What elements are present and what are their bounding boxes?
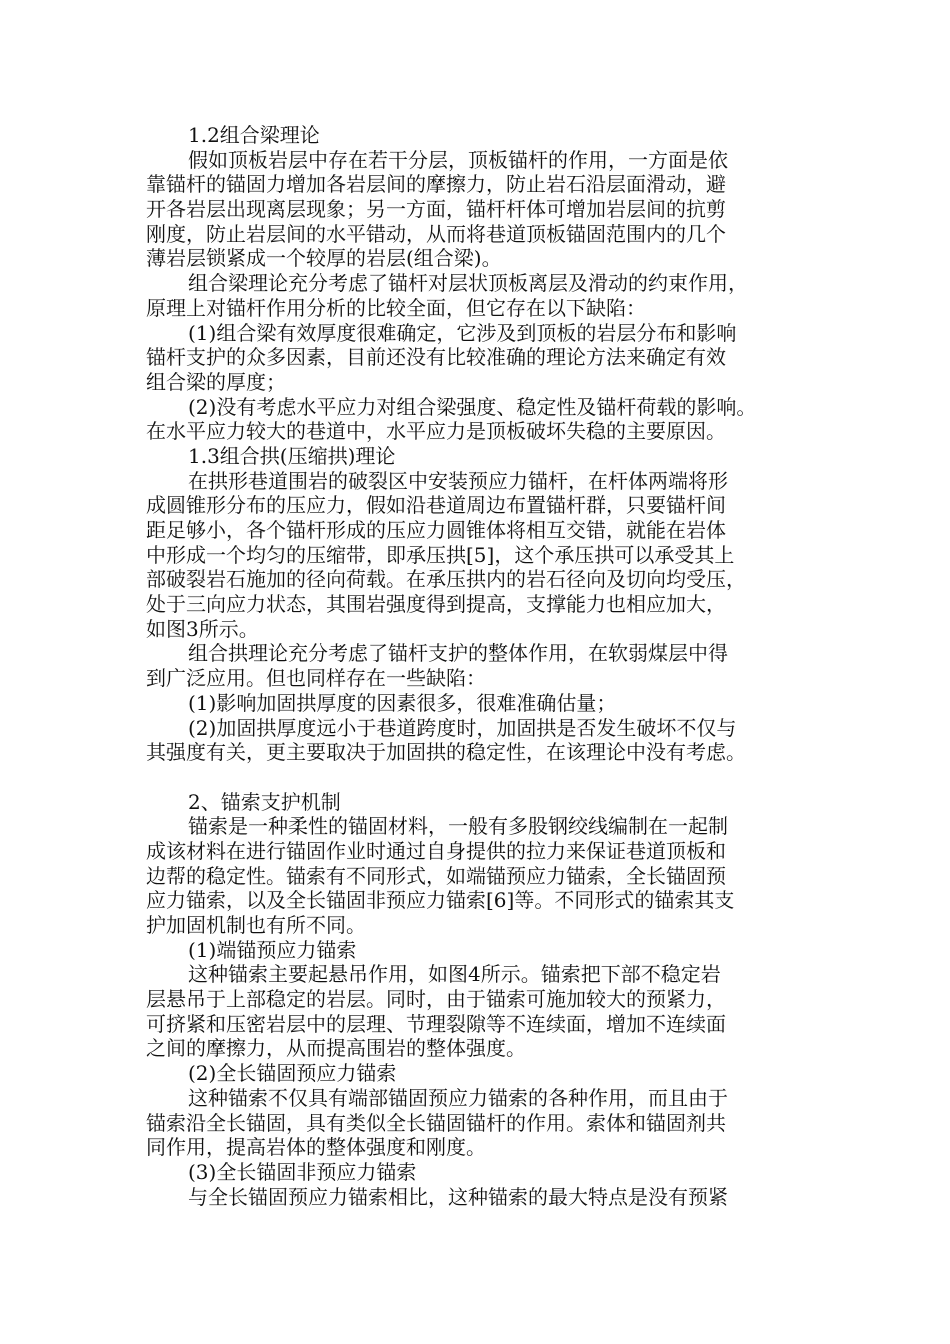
text-line: 边帮的稳定性。锚索有不同形式，如端锚预应力锚索，全长锚固预 [146, 863, 726, 888]
text-line: 层悬吊于上部稳定的岩层。同时，由于锚索可施加较大的预紧力， [146, 987, 726, 1012]
text-line: 2、锚索支护机制 [188, 789, 341, 814]
text-line: 同作用，提高岩体的整体强度和刚度。 [146, 1135, 486, 1160]
document-page [146, 123, 812, 1209]
text-line: 组合拱理论充分考虑了锚杆支护的整体作用，在软弱煤层中得 [188, 641, 728, 666]
text-line: 假如顶板岩层中存在若干分层，顶板锚杆的作用，一方面是依 [188, 147, 728, 172]
text-line: 组合梁的厚度； [146, 369, 286, 394]
text-line: 锚杆支护的众多因素，目前还没有比较准确的理论方法来确定有效 [146, 345, 726, 370]
text-line: 这种锚索主要起悬吊作用，如图4所示。锚索把下部不稳定岩 [188, 962, 721, 987]
text-line: 刚度，防止岩层间的水平错动，从而将巷道顶板锚固范围内的几个 [146, 221, 726, 246]
blank-line [146, 765, 812, 790]
text-line: (3)全长锚固非预应力锚索 [188, 1159, 417, 1184]
text-line: 中形成一个均匀的压缩带，即承压拱[5]，这个承压拱可以承受其上 [146, 542, 735, 567]
text-line: 1.2组合梁理论 [188, 123, 320, 147]
text-line: 应力锚索，以及全长锚固非预应力锚索[6]等。不同形式的锚索其支 [146, 888, 735, 913]
text-line: 开各岩层出现离层现象；另一方面，锚杆杆体可增加岩层间的抗剪 [146, 197, 726, 222]
text-line: 与全长锚固预应力锚索相比，这种锚索的最大特点是没有预紧 [188, 1184, 728, 1209]
text-line: 锚索是一种柔性的锚固材料，一般有多股钢绞线编制在一起制 [188, 814, 728, 839]
text-line: (1)组合梁有效厚度很难确定，它涉及到顶板的岩层分布和影响 [188, 320, 737, 345]
text-line: 可挤紧和压密岩层中的层理、节理裂隙等不连续面，增加不连续面 [146, 1011, 726, 1036]
text-line: 组合梁理论充分考虑了锚杆对层状顶板离层及滑动的约束作用， [188, 271, 748, 296]
text-line: 薄岩层锁紧成一个较厚的岩层(组合梁)。 [146, 246, 502, 271]
text-line: 处于三向应力状态，其围岩强度得到提高，支撑能力也相应加大， [146, 592, 726, 617]
text-line: (2)加固拱厚度远小于巷道跨度时，加固拱是否发生破坏不仅与 [188, 715, 737, 740]
text-line: 护加固机制也有所不同。 [146, 913, 366, 937]
text-line: 锚索沿全长锚固，具有类似全长锚固锚杆的作用。索体和锚固剂共 [146, 1110, 726, 1135]
text-line: 在水平应力较大的巷道中，水平应力是顶板破坏失稳的主要原因。 [146, 419, 726, 444]
text-line: (1)端锚预应力锚索 [188, 937, 357, 962]
text-line: (2)没有考虑水平应力对组合梁强度、稳定性及锚杆荷载的影响。 [188, 394, 757, 419]
text-line: 1.3组合拱(压缩拱)理论 [188, 443, 396, 468]
text-line: 成圆锥形分布的压应力，假如沿巷道周边布置锚杆群，只要锚杆间 [146, 493, 726, 518]
text-line: 之间的摩擦力，从而提高围岩的整体强度。 [146, 1036, 526, 1061]
text-line: 在拱形巷道围岩的破裂区中安装预应力锚杆，在杆体两端将形 [188, 468, 728, 493]
text-line: 靠锚杆的锚固力增加各岩层间的摩擦力，防止岩石沿层面滑动，避 [146, 172, 726, 197]
text-line: 到广泛应用。但也同样存在一些缺陷： [146, 666, 486, 691]
text-line: (1)影响加固拱厚度的因素很多，很难准确估量； [188, 690, 617, 715]
text-line: 如图3所示。 [146, 616, 259, 641]
text-line: 部破裂岩石施加的径向荷载。在承压拱内的岩石径向及切向均受压， [146, 567, 746, 592]
text-line: 成该材料在进行锚固作业时通过自身提供的拉力来保证巷道顶板和 [146, 838, 726, 863]
text-line: 距足够小，各个锚杆形成的压应力圆锥体将相互交错，就能在岩体 [146, 518, 726, 542]
text-line: 这种锚索不仅具有端部锚固预应力锚索的各种作用，而且由于 [188, 1085, 728, 1110]
text-line: 其强度有关，更主要取决于加固拱的稳定性，在该理论中没有考虑。 [146, 740, 746, 765]
text-line: 原理上对锚杆作用分析的比较全面，但它存在以下缺陷： [146, 295, 646, 320]
text-line: (2)全长锚固预应力锚索 [188, 1061, 397, 1086]
